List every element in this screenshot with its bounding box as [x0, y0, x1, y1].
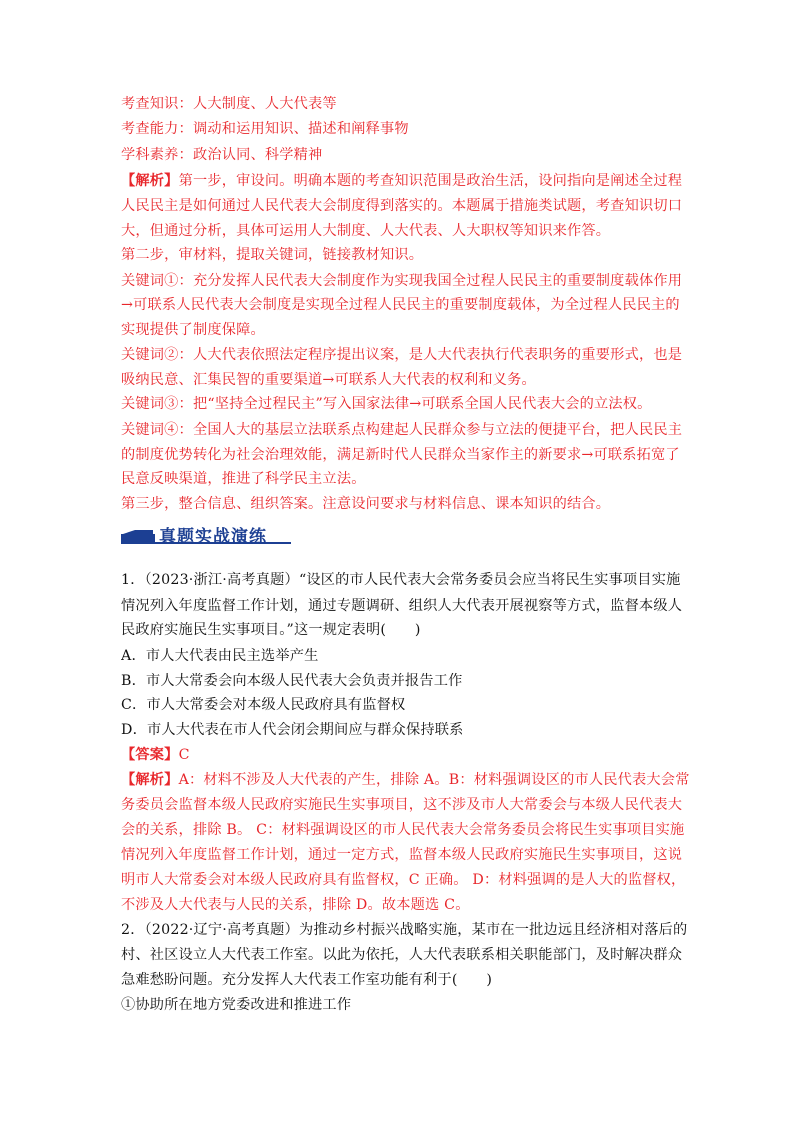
q1-analysis-line: 明市人大常委会对本级人民政府具有监督权，C 正确。 D：材料强调的是人大的监督权， [121, 872, 686, 888]
analysis-line: 第三步，整合信息、组织答案。注意设问要求与材料信息、课本知识的结合。 [121, 496, 611, 512]
q1-analysis-line: 会的关系，排除 B。 C：材料强调设区的市人民代表大会常务委员会将民生实事项目实施 [121, 822, 685, 838]
q1-analysis-line: 情况列入年度监督工作计划，通过一定方式，监督本级人民政府实施民生实事项目，这说 [121, 847, 683, 863]
label-tag: 【解析】 [121, 772, 179, 788]
analysis-line: 第二步，审材料，提取关键词，链接教材知识。 [121, 247, 424, 263]
keyword-line: →可联系人民代表大会制度是实现全过程人民民主的重要制度载体，为全过程人民民主的 [121, 297, 680, 313]
q1-option-c: C．市人大常委会对本级人民政府具有监督权 [121, 697, 406, 713]
section-title: 真题实战演练 [159, 527, 267, 547]
q1-stem-line: 情况列入年度监督工作计划，通过专题调研、组织人大代表开展视察等方式，监督本级人 [121, 598, 683, 614]
label-tag: 【解析】 [121, 173, 179, 189]
knowledge-line: 考查知识：人大制度、人大代表等 [121, 96, 337, 112]
keyword-line: 关键词④：全国人大的基层立法联系点构建起人民群众参与立法的便捷平台，把人民民主 [121, 422, 683, 438]
keyword-line: 实现提供了制度保障。 [121, 322, 265, 338]
q1-analysis-line: 务委员会监督本级人民政府实施民生实事项目，这不涉及市人大常委会与本级人民代表大 [121, 797, 683, 813]
analysis-line: 大，但通过分析，具体可运用人大制度、人大代表、人大职权等知识来作答。 [121, 223, 611, 239]
keyword-line: 关键词②：人大代表依照法定程序提出议案，是人大代表执行代表职务的重要形式，也是 [121, 347, 683, 363]
section-banner [121, 520, 421, 548]
keyword-line: 民意反映渠道，推进了科学民主立法。 [121, 471, 366, 487]
label-tag: 【答案】 [121, 747, 179, 763]
q1-analysis-line [121, 770, 691, 790]
keyword-line: 吸纳民意、汇集民智的重要渠道→可联系人大代表的权利和义务。 [121, 372, 536, 388]
analysis-line: 人民民主是如何通过人民代表大会制度得到落实的。本题属于措施类试题，考查知识切口 [121, 198, 683, 214]
banner-decoration [121, 534, 155, 542]
q1-stem-line: 民政府实施民生实事项目。”这一规定表明( ) [121, 622, 421, 638]
q1-option-d: D．市人大代表在市人代会闭会期间应与群众保持联系 [121, 722, 464, 738]
q1-answer [121, 745, 691, 765]
label-text: C [178, 747, 190, 763]
q2-stem-line: 急难愁盼问题。充分发挥人大代表工作室功能有利于( ) [121, 972, 493, 988]
keyword-line: 的制度优势转化为社会治理效能，满足新时代人民群众当家作主的新要求→可联系拓宽了 [121, 447, 680, 463]
analysis-line [121, 171, 691, 191]
q2-option-1: ①协助所在地方党委改进和推进工作 [121, 997, 352, 1013]
q1-option-a: A．市人大代表由民主选举产生 [121, 648, 319, 664]
keyword-line: 关键词③：把“坚持全过程民主”写入国家法律→可联系全国人民代表大会的立法权。 [121, 396, 652, 412]
q1-option-b: B．市人大常委会向本级人民代表大会负责并报告工作 [121, 673, 463, 689]
q2-stem-line: 2．（2022·辽宁·高考真题）为推动乡村振兴战略实施，某市在一批边远且经济相对落后的 [121, 922, 688, 938]
q2-stem-line: 村、社区设立人大代表工作室。以此为依托，人大代表联系相关职能部门，及时解决群众 [121, 947, 683, 963]
literacy-line: 学科素养：政治认同、科学精神 [121, 147, 323, 163]
keyword-line: 关键词①：充分发挥人民代表大会制度作为实现我国全过程人民民主的重要制度载体作用 [121, 273, 683, 289]
label-text: A：材料不涉及人大代表的产生，排除 A。B：材料强调设区的市人民代表大会常 [178, 772, 690, 788]
label-text: 第一步，审设问。明确本题的考查知识范围是政治生活，设问指向是阐述全过程 [178, 173, 683, 189]
ability-line: 考查能力：调动和运用知识、描述和阐释事物 [121, 121, 409, 137]
q1-analysis-line: 不涉及人大代表与人民的关系，排除 D。故本题选 C。 [121, 897, 470, 913]
q1-stem-line: 1．（2023·浙江·高考真题）“设区的市人民代表大会常务委员会应当将民生实事项目实施 [121, 572, 681, 588]
